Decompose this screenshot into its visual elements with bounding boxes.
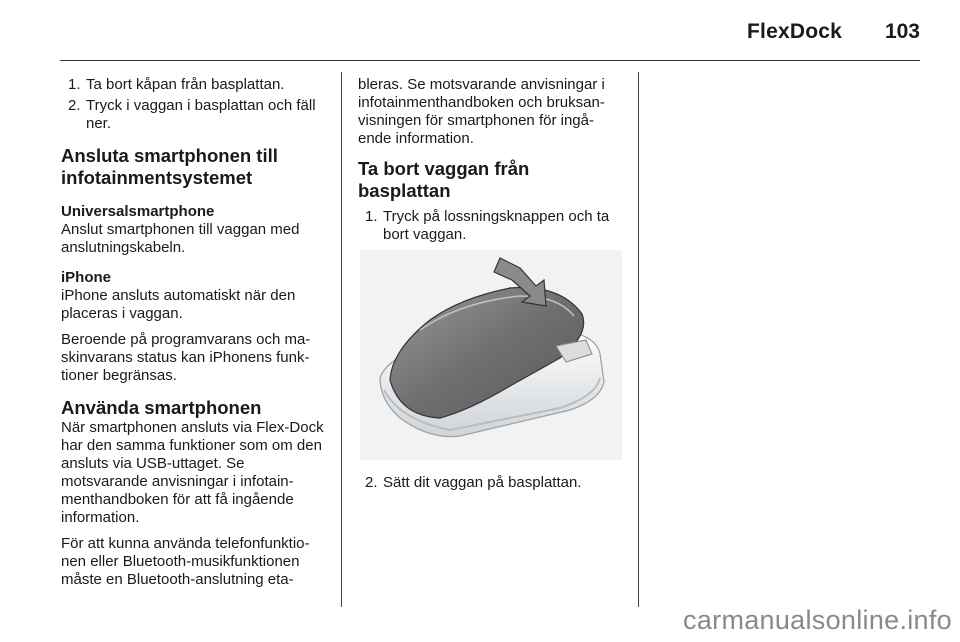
subheading-universal: Universalsmartphone [61, 203, 215, 220]
column-middle [358, 76, 626, 504]
list-item [61, 97, 329, 133]
cradle-illustration [360, 250, 622, 460]
column-left [61, 76, 329, 597]
paragraph: Anslut smartphonen till vaggan med anslutningskabeln. [61, 221, 300, 256]
paragraph: För att kunna använda telefonfunktio-nen eller Bluetooth-musikfunktionen måste en Bluetooth-anslutning eta- [61, 535, 310, 588]
universal-block [61, 203, 329, 257]
section-heading-use: Använda smartphonen [61, 397, 262, 418]
paragraph: Beroende på programvarans och ma-skinvarans status kan iPhonens funk-tioner begränsas. [61, 331, 311, 384]
list-item [358, 208, 626, 244]
steps-list [61, 76, 329, 133]
header-divider [60, 60, 920, 61]
step-number: 1. [68, 76, 81, 93]
step-number: 2. [365, 474, 378, 491]
steps-list [358, 208, 626, 244]
page-title: FlexDock [747, 20, 842, 43]
step-text: Tryck på lossningsknappen och ta bort vaggan. [383, 208, 610, 243]
column-divider-1 [341, 72, 342, 607]
paragraph: När smartphonen ansluts via Flex-Dock har den samma funktioner som om den ansluts via USB-uttaget. Se motsvarande anvisningar i infotain-menthandboken för att få ingående information. [61, 419, 324, 526]
section-heading-connect: Ansluta smartphonen till infotainmentsystemet [61, 145, 278, 188]
page-number: 103 [884, 20, 920, 43]
paragraph: bleras. Se motsvarande anvisningar i infotainmenthandboken och bruksan-visningen för smartphonen för ingå-ende information. [358, 76, 605, 147]
iphone-block [61, 269, 329, 385]
watermark: carmanualsonline.info [683, 605, 952, 635]
list-item [61, 76, 329, 94]
column-divider-2 [638, 72, 639, 607]
subheading-iphone: iPhone [61, 269, 112, 286]
paragraph: iPhone ansluts automatiskt när den placeras i vaggan. [61, 287, 296, 322]
steps-list [358, 474, 626, 492]
step-text: Tryck i vaggan i basplattan och fäll ner. [86, 97, 316, 132]
page-header [0, 0, 960, 62]
step-text: Sätt dit vaggan på basplattan. [383, 474, 582, 491]
section-heading-remove: Ta bort vaggan från basplattan [358, 158, 530, 201]
step-number: 1. [365, 208, 378, 225]
step-number: 2. [68, 97, 81, 114]
step-text: Ta bort kåpan från basplattan. [86, 76, 285, 93]
cradle-drawing [360, 250, 622, 460]
list-item [358, 474, 626, 492]
